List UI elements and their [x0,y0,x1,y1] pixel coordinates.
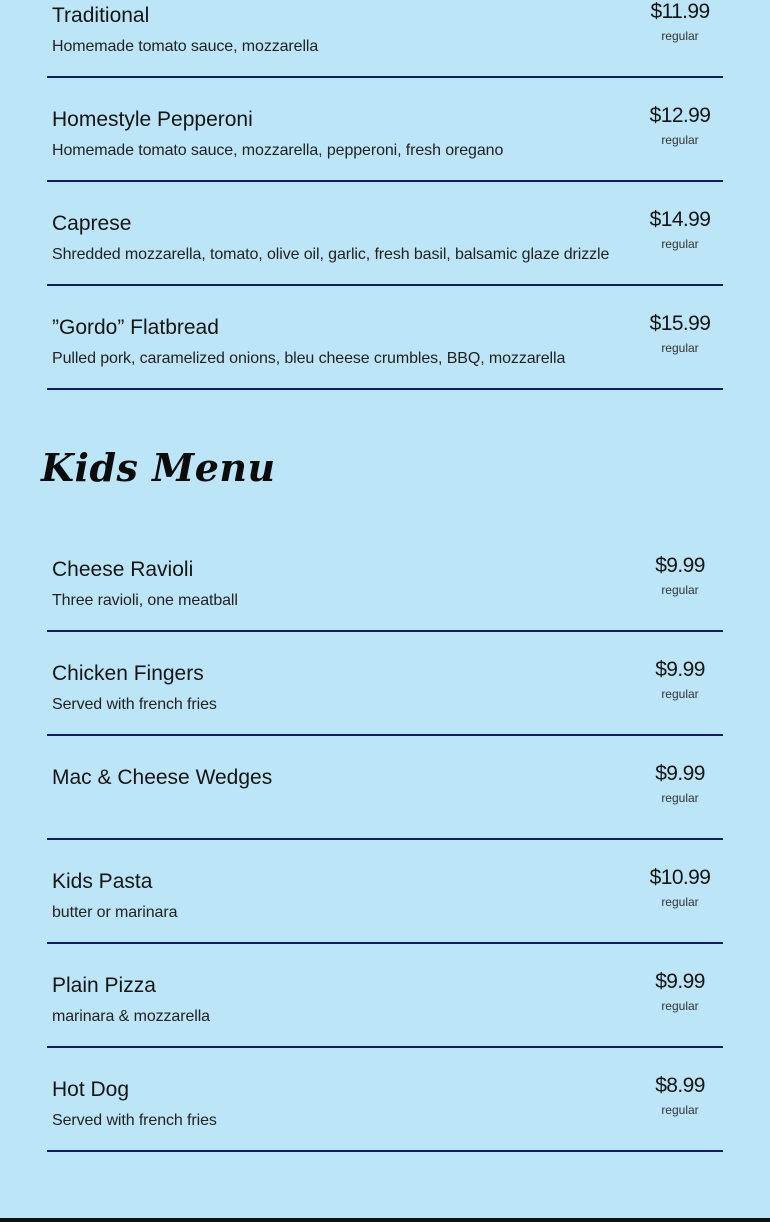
menu-item-plain-pizza [0,970,770,1077]
price-size-label: regular [661,687,699,701]
menu-item-hot-dog [0,1074,770,1181]
item-name: Plain Pizza [52,974,156,997]
item-price [645,657,715,701]
item-name: Kids Pasta [52,870,153,893]
price-size-label: regular [661,1103,699,1117]
menu-item-cheese-ravioli [0,554,770,661]
menu-item-caprese [0,208,770,315]
item-price [645,207,715,251]
item-divider [47,284,723,286]
price-size-label: regular [661,583,699,597]
section-title-kids-menu: Kids Menu [41,445,276,490]
price-value: $9.99 [655,554,705,577]
item-description: Shredded mozzarella, tomato, olive oil, garlic, fresh basil, balsamic glaze drizzle [52,246,610,263]
price-value: $15.99 [649,312,711,335]
item-divider [47,180,723,182]
item-divider [47,942,723,944]
item-name: Mac & Cheese Wedges [52,766,273,789]
item-price [645,103,715,147]
price-value: $9.99 [655,970,705,993]
price-value: $10.99 [649,866,711,889]
price-value: $14.99 [649,208,711,231]
price-size-label: regular [661,133,699,147]
price-size-label: regular [661,791,699,805]
item-name: Caprese [52,212,132,235]
item-description: marinara & mozzarella [52,1008,210,1025]
item-price [645,865,715,909]
item-price [645,969,715,1013]
item-price [645,1073,715,1117]
item-divider [47,630,723,632]
item-price [645,0,715,43]
item-description: Served with french fries [52,1112,217,1129]
item-description: Three ravioli, one meatball [52,592,238,609]
item-divider [47,1046,723,1048]
item-divider [47,76,723,78]
item-divider [47,388,723,390]
price-value: $9.99 [655,658,705,681]
price-value: $9.99 [655,762,705,785]
item-price [645,311,715,355]
menu-item-kids-pasta [0,866,770,973]
item-description: butter or marinara [52,904,178,921]
item-divider [47,734,723,736]
item-description: Served with french fries [52,696,217,713]
item-divider [47,838,723,840]
menu-item-gordo-flatbread [0,312,770,419]
menu-item-homestyle-pepperoni [0,104,770,211]
price-value: $12.99 [649,104,711,127]
item-description: Pulled pork, caramelized onions, bleu cheese crumbles, BBQ, mozzarella [52,350,566,367]
item-divider [47,1150,723,1152]
item-name: Homestyle Pepperoni [52,108,253,131]
item-price [645,553,715,597]
price-size-label: regular [661,895,699,909]
menu-item-mac-cheese-wedges [0,762,770,869]
menu-item-chicken-fingers [0,658,770,765]
item-name: Cheese Ravioli [52,558,194,581]
item-name: Traditional [52,4,150,27]
item-description: Homemade tomato sauce, mozzarella [52,38,319,55]
item-name: Hot Dog [52,1078,130,1101]
price-size-label: regular [661,29,699,43]
item-price [645,761,715,805]
item-name: Chicken Fingers [52,662,204,685]
price-value: $11.99 [650,0,710,23]
price-size-label: regular [661,999,699,1013]
price-value: $8.99 [655,1074,705,1097]
footer-edge [0,1218,770,1222]
item-description: Homemade tomato sauce, mozzarella, pepperoni, fresh oregano [52,142,504,159]
item-name: ”Gordo” Flatbread [52,316,219,339]
price-size-label: regular [661,341,699,355]
price-size-label: regular [661,237,699,251]
menu-item-traditional [0,0,770,107]
